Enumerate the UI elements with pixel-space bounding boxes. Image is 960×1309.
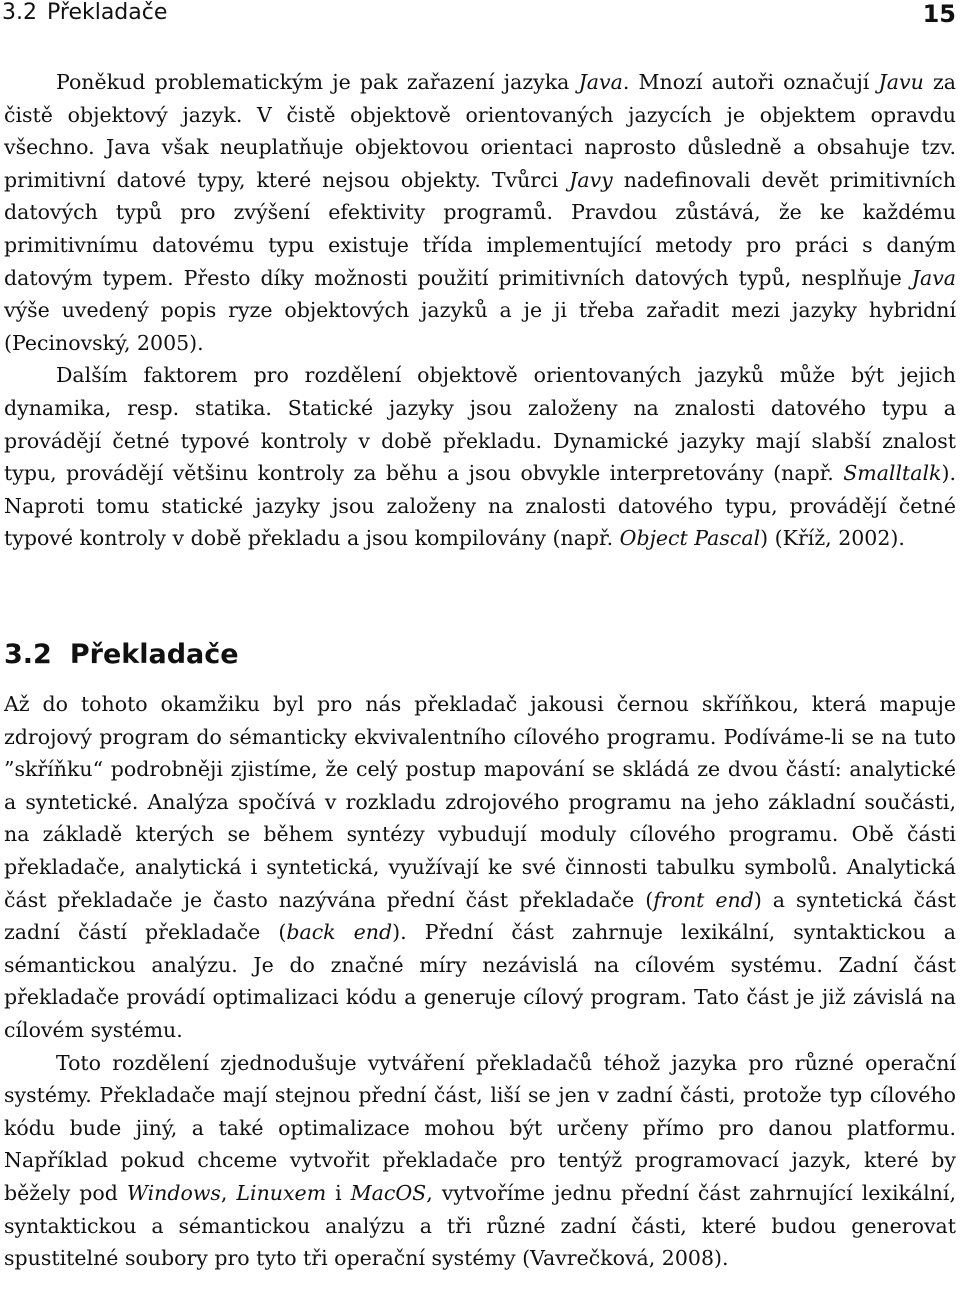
emphasis-text: front end <box>653 887 754 912</box>
emphasis-text: back end <box>286 920 393 945</box>
text-block-lower <box>4 688 956 1275</box>
emphasis-text: Javy <box>569 167 613 192</box>
emphasis-text: MacOS <box>350 1180 427 1205</box>
text-run: i <box>326 1180 351 1205</box>
page-number: 15 <box>922 0 956 28</box>
emphasis-text: Object Pascal <box>619 526 761 551</box>
text-run: Až do tohoto okamžiku byl pro nás překladač jakousi černou skříňkou, která mapuje zdrojový program do sémanticky ekvivalentního cílového programu. Podíváme-li se na tuto ”skříňku“ podrobněji zjistíme, že celý postup mapování se skládá ze dvou částí: analytické a syntetické. Analýza spočívá v rozkladu zdrojového programu na jeho základní součásti, na základě kterých se během syntézy vybudují moduly cílového programu. Obě části překladače, analytická i syntetická, využívají ke své činnosti tabulku symbolů. Analytická část překladače je často nazývána přední část překladače ( <box>4 692 956 912</box>
emphasis-text: Smalltalk <box>843 461 942 486</box>
text-run: ) (Kříž, 2002). <box>760 526 905 551</box>
text-run: Toto rozdělení zjednodušuje vytváření překladačů téhož jazyka pro různé operační systémy. Překladače mají stejnou přední část, liší se jen v zadní části, protože typ cílového kódu bude jiný, a také optimalizace mohou být určeny přímo pro danou platformu. Například pokud chceme vytvořit překladače pro tentýž programovací jazyk, které by běžely pod <box>4 1050 956 1205</box>
text-run: nadefinovali devět primitivních datových typů pro zvýšení efektivity programů. Pravdou zůstává, že ke každému primitivnímu datovému typu existuje třída implementující metody pro práci s daným datovým typem. Přesto díky možnosti použití primitivních datových typů, nesplňuje <box>4 167 956 290</box>
text-block-upper <box>4 66 956 555</box>
section-heading <box>4 635 239 675</box>
running-header-section-number: 3.2 <box>2 0 37 25</box>
section-number: 3.2 <box>4 639 52 670</box>
text-run: za čistě objektový jazyk. V čistě objektově orientovaných jazycích je objektem opravdu všechno. Java však neuplatňuje objektovou orientaci naprosto důsledně a obsahuje tzv. primitivní datové typy, které nejsou objekty. Tvůrci <box>4 70 956 192</box>
paragraph <box>4 1047 956 1275</box>
text-run: Poněkud problematickým je pak zařazení jazyka <box>56 70 579 94</box>
text-run: . Mnozí autoři označují <box>622 70 879 94</box>
running-header-section <box>2 0 167 25</box>
text-run: výše uvedený popis ryze objektových jazyků a je ji třeba zařadit mezi jazyky hybridní (Pecinovský, 2005). <box>4 298 956 355</box>
paragraph <box>4 66 956 359</box>
section-title: Překladače <box>69 639 239 670</box>
text-run: Dalším faktorem pro rozdělení objektově orientovaných jazyků může být jejich dynamika, resp. statika. Statické jazyky jsou založeny na znalosti datového typu a provádějí četné typové kontroly v době překladu. Dynamické jazyky mají slabší znalost typu, provádějí většinu kontroly za běhu a jsou obvykle interpretovány (např. <box>4 363 956 486</box>
emphasis-text: Linuxem <box>236 1180 327 1205</box>
emphasis-text: Java <box>578 70 623 94</box>
text-run: , vytvoříme jednu přední část zahrnující lexikální, syntaktickou a sémantickou analýzu a tři různé zadní části, které budou generovat spustitelné soubory pro tyto tři operační systémy (Vavrečková, 2008). <box>4 1180 956 1271</box>
emphasis-text: Java <box>911 265 956 290</box>
paragraph <box>4 359 956 555</box>
text-run: ). Naproti tomu statické jazyky jsou založeny na znalosti datového typu, provádějí četné typové kontroly v době překladu a jsou kompilovány (např. <box>4 461 956 551</box>
text-run: ) a syntetická část zadní částí překladače ( <box>4 887 956 945</box>
text-run: ). Přední část zahrnuje lexikální, syntaktickou a sémantickou analýzu. Je do značné míry nezávislá na cílovém systému. Zadní část překladače provádí optimalizaci kódu a generuje cílový program. Tato část je již závislá na cílovém systému. <box>4 920 956 1042</box>
emphasis-text: Windows <box>126 1180 221 1205</box>
text-run: , <box>220 1180 237 1205</box>
emphasis-text: Javu <box>878 70 924 94</box>
running-header <box>0 0 960 30</box>
running-header-section-title: Překladače <box>47 0 168 25</box>
paragraph <box>4 688 956 1047</box>
